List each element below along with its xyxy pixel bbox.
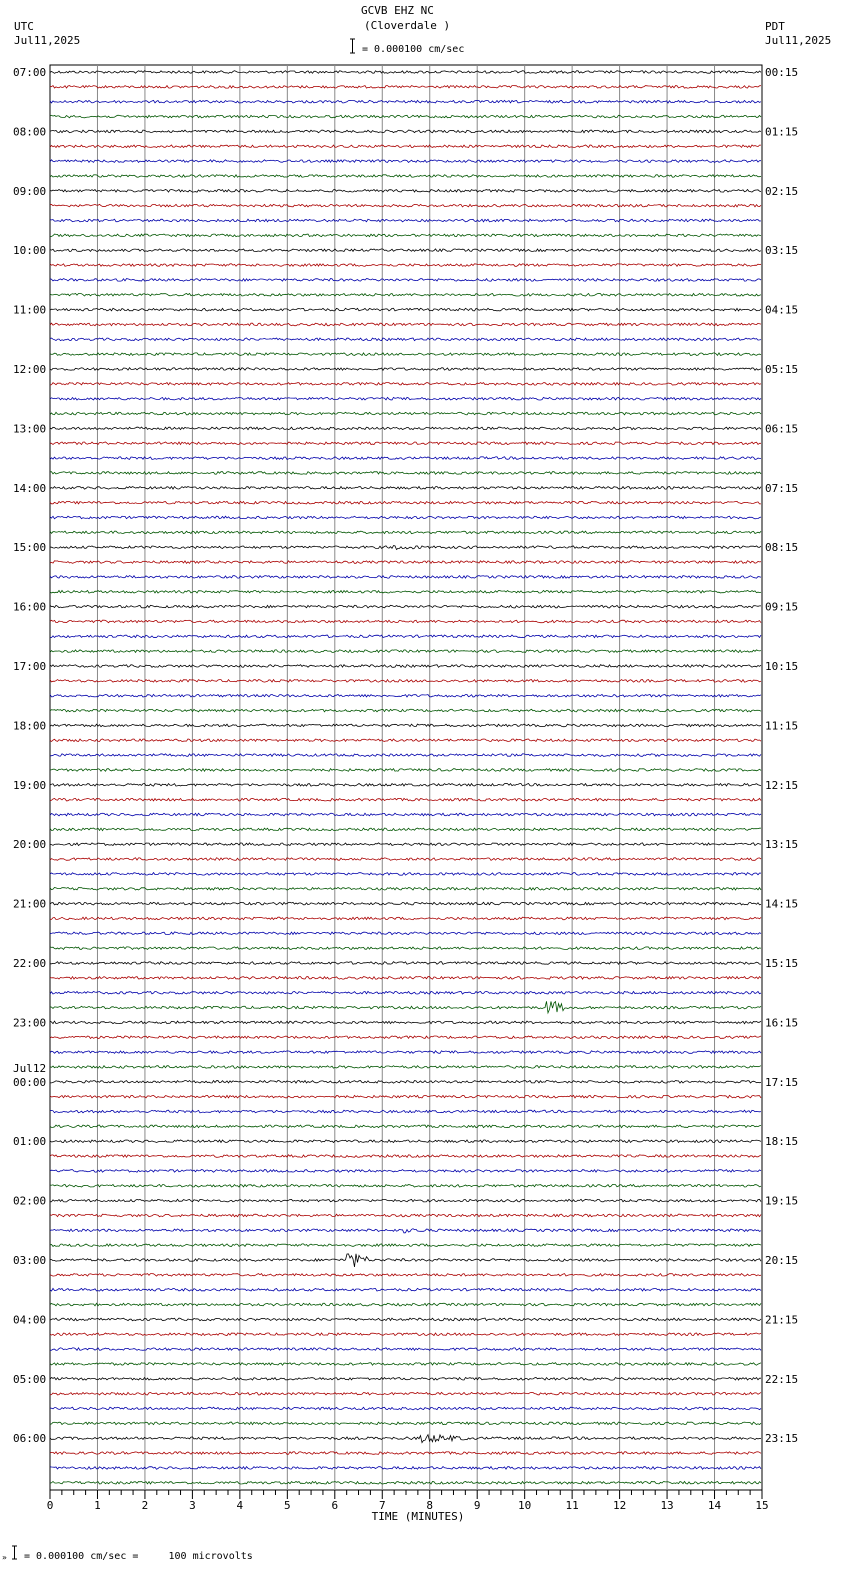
seismic-trace	[50, 843, 761, 846]
seismic-trace	[50, 1435, 761, 1443]
seismic-trace	[50, 487, 761, 490]
seismic-trace	[50, 724, 761, 727]
seismic-trace	[50, 1452, 761, 1455]
seismic-trace	[50, 1229, 761, 1233]
seismic-trace	[50, 1378, 761, 1381]
utc-hour-label: 12:00	[13, 363, 47, 376]
utc-hour-label: 18:00	[13, 719, 47, 733]
pdt-hour-label: 17:15	[765, 1075, 799, 1089]
header-scale-bar-icon	[350, 39, 355, 53]
seismic-trace	[50, 353, 761, 356]
seismic-trace	[50, 1199, 761, 1202]
seismic-trace	[50, 798, 761, 801]
right-date: Jul11,2025	[765, 34, 832, 47]
seismic-trace	[50, 650, 761, 653]
seismic-trace	[50, 635, 761, 638]
seismic-trace	[50, 531, 761, 534]
pdt-hour-label: 12:15	[765, 778, 799, 792]
footer-marker-glyph: »	[2, 1553, 7, 1562]
station-title: GCVB EHZ NC	[361, 4, 434, 17]
seismic-trace	[50, 680, 761, 683]
utc-hour-label: 21:00	[13, 897, 47, 911]
utc-hour-label: 00:00	[13, 1075, 47, 1089]
seismic-trace	[50, 991, 761, 994]
seismic-trace	[50, 977, 761, 980]
pdt-hour-label: 05:15	[765, 363, 799, 376]
seismic-trace	[50, 858, 761, 861]
x-tick-label: 11	[565, 1499, 579, 1512]
seismic-trace	[50, 130, 761, 133]
seismic-trace	[50, 665, 761, 668]
pdt-hour-label: 07:15	[765, 481, 799, 495]
pdt-hour-label: 09:15	[765, 600, 799, 614]
seismic-trace	[50, 1254, 761, 1267]
seismic-trace	[50, 1333, 761, 1336]
pdt-hour-label: 03:15	[765, 244, 799, 258]
pdt-hour-label: 14:15	[765, 897, 799, 911]
x-tick-label: 8	[426, 1499, 434, 1512]
seismic-trace	[50, 368, 761, 371]
seismic-trace	[50, 338, 761, 341]
utc-hour-label: 09:00	[13, 184, 47, 198]
pdt-hour-label: 15:15	[765, 957, 799, 970]
utc-hour-label: 05:00	[13, 1372, 47, 1386]
utc-hour-label: 20:00	[13, 838, 47, 852]
seismic-trace	[50, 1467, 761, 1470]
seismic-trace	[50, 1036, 761, 1039]
utc-hour-label: 16:00	[13, 600, 47, 614]
seismic-trace	[50, 1125, 761, 1128]
pdt-hour-label: 19:15	[765, 1194, 799, 1208]
right-timezone: PDT	[765, 20, 785, 33]
seismic-trace	[50, 1422, 761, 1425]
utc-hour-label: 14:00	[13, 481, 47, 495]
pdt-hour-label: 01:15	[765, 125, 799, 139]
pdt-hour-label: 11:15	[765, 719, 799, 733]
pdt-hour-label: 10:15	[765, 660, 799, 673]
x-tick-label: 10	[518, 1499, 532, 1512]
utc-hour-label: 03:00	[13, 1254, 47, 1267]
x-tick-label: 3	[189, 1499, 196, 1512]
seismic-trace	[50, 902, 761, 905]
seismic-trace	[50, 412, 761, 415]
pdt-hour-label: 18:15	[765, 1135, 799, 1149]
seismic-trace	[50, 1407, 761, 1410]
seismic-trace	[50, 784, 761, 787]
seismic-trace	[50, 1051, 761, 1054]
seismic-trace	[50, 1363, 761, 1366]
seismic-trace	[50, 709, 761, 712]
seismic-trace	[50, 1140, 761, 1143]
pdt-hour-label: 00:15	[765, 66, 799, 79]
seismic-trace	[50, 219, 761, 222]
seismic-trace	[50, 754, 761, 757]
x-tick-label: 9	[473, 1499, 481, 1512]
seismic-trace	[50, 1066, 761, 1069]
pdt-hour-label: 02:15	[765, 184, 799, 198]
seismic-trace	[50, 1274, 761, 1277]
seismic-trace	[50, 115, 761, 118]
utc-hour-label: 19:00	[13, 778, 47, 792]
utc-hour-label: 10:00	[13, 244, 47, 258]
station-location: (Cloverdale )	[364, 19, 451, 32]
seismic-trace	[50, 888, 761, 891]
pdt-hour-label: 23:15	[765, 1432, 799, 1446]
seismic-trace	[50, 1303, 761, 1306]
seismic-trace	[50, 323, 761, 326]
utc-hour-label: 02:00	[13, 1194, 47, 1208]
seismic-trace	[50, 561, 761, 564]
seismic-trace	[50, 100, 761, 103]
x-tick-label: 15	[755, 1499, 769, 1512]
pdt-hour-label: 22:15	[765, 1372, 799, 1386]
seismic-trace	[50, 932, 761, 935]
x-tick-label: 0	[46, 1499, 54, 1512]
left-date: Jul11,2025	[14, 34, 81, 47]
utc-hour-label: 22:00	[13, 957, 47, 970]
x-tick-label: 6	[331, 1499, 339, 1512]
seismic-trace	[50, 1081, 761, 1084]
seismic-trace	[50, 427, 761, 430]
seismic-trace	[50, 605, 761, 608]
x-tick-label: 7	[378, 1499, 386, 1512]
seismic-trace	[50, 204, 761, 207]
seismic-trace	[50, 1001, 761, 1013]
seismic-trace	[50, 1288, 761, 1291]
seismic-trace	[50, 813, 761, 816]
scale-text: = 0.000100 cm/sec	[362, 44, 465, 55]
seismic-trace	[50, 457, 761, 460]
seismic-trace	[50, 576, 761, 579]
utc-hour-label: 07:00	[13, 66, 47, 79]
seismic-trace	[50, 160, 761, 163]
seismic-trace	[50, 442, 761, 445]
seismic-trace	[50, 546, 761, 550]
seismic-trace	[50, 1021, 761, 1024]
utc-hour-label: 08:00	[13, 125, 47, 139]
seismic-trace	[50, 947, 761, 950]
seismic-trace	[50, 383, 761, 386]
seismic-trace	[50, 308, 761, 311]
seismic-trace	[50, 739, 761, 742]
seismic-trace	[50, 873, 761, 876]
utc-hour-label: 15:00	[13, 541, 47, 555]
x-tick-label: 5	[284, 1499, 291, 1512]
seismic-trace	[50, 71, 761, 74]
utc-hour-label: 11:00	[13, 303, 47, 317]
seismic-trace	[50, 1170, 761, 1173]
seismic-trace	[50, 962, 761, 965]
seismic-trace	[50, 1482, 761, 1485]
utc-hour-label: 06:00	[13, 1432, 47, 1446]
footer-scale-bar-icon	[12, 1546, 17, 1559]
seismic-trace	[50, 249, 761, 252]
seismic-trace	[50, 279, 761, 282]
seismic-trace	[50, 1185, 761, 1188]
seismic-trace	[50, 1348, 761, 1351]
seismic-trace	[50, 1110, 761, 1113]
pdt-hour-label: 16:15	[765, 1016, 799, 1030]
pdt-hour-label: 21:15	[765, 1313, 799, 1327]
seismic-trace	[50, 86, 761, 89]
x-tick-label: 4	[236, 1499, 244, 1512]
utc-hour-label: 23:00	[13, 1016, 47, 1030]
seismic-trace	[50, 1155, 761, 1158]
utc-hour-label: 13:00	[13, 422, 47, 436]
utc-hour-label: 04:00	[13, 1313, 47, 1327]
x-tick-label: 14	[707, 1499, 722, 1512]
seismic-trace	[50, 1214, 761, 1217]
seismic-trace	[50, 694, 761, 697]
seismic-trace	[50, 501, 761, 504]
seismic-trace	[50, 397, 761, 400]
pdt-hour-label: 20:15	[765, 1254, 799, 1267]
date-change-label: Jul12	[13, 1061, 47, 1075]
pdt-hour-label: 06:15	[765, 422, 799, 436]
utc-hour-label: 17:00	[13, 660, 47, 673]
seismic-trace	[50, 190, 761, 193]
seismic-trace	[50, 769, 761, 772]
x-tick-label: 2	[141, 1499, 149, 1512]
seismic-trace	[50, 828, 761, 831]
seismic-trace	[50, 516, 761, 519]
seismic-trace	[50, 294, 761, 297]
utc-hour-label: 01:00	[13, 1135, 47, 1149]
x-tick-label: 1	[94, 1499, 101, 1512]
seismic-trace	[50, 1392, 761, 1395]
seismic-trace	[50, 917, 761, 920]
footer-scale-note: = 0.000100 cm/sec = 100 microvolts	[24, 1551, 253, 1562]
seismic-trace	[50, 591, 761, 594]
seismic-trace	[50, 1095, 761, 1098]
x-axis-title: TIME (MINUTES)	[371, 1510, 465, 1523]
seismic-trace	[50, 234, 761, 237]
pdt-hour-label: 08:15	[765, 541, 799, 555]
pdt-hour-label: 04:15	[765, 303, 799, 317]
seismic-trace	[50, 1244, 761, 1247]
x-tick-label: 12	[612, 1499, 627, 1512]
seismic-trace	[50, 1318, 761, 1321]
seismic-trace	[50, 620, 761, 623]
left-timezone: UTC	[14, 20, 34, 33]
seismic-trace	[50, 264, 761, 267]
seismic-trace	[50, 472, 761, 475]
seismic-trace	[50, 175, 761, 178]
x-tick-label: 13	[660, 1499, 674, 1512]
pdt-hour-label: 13:15	[765, 838, 799, 852]
seismic-trace	[50, 145, 761, 148]
